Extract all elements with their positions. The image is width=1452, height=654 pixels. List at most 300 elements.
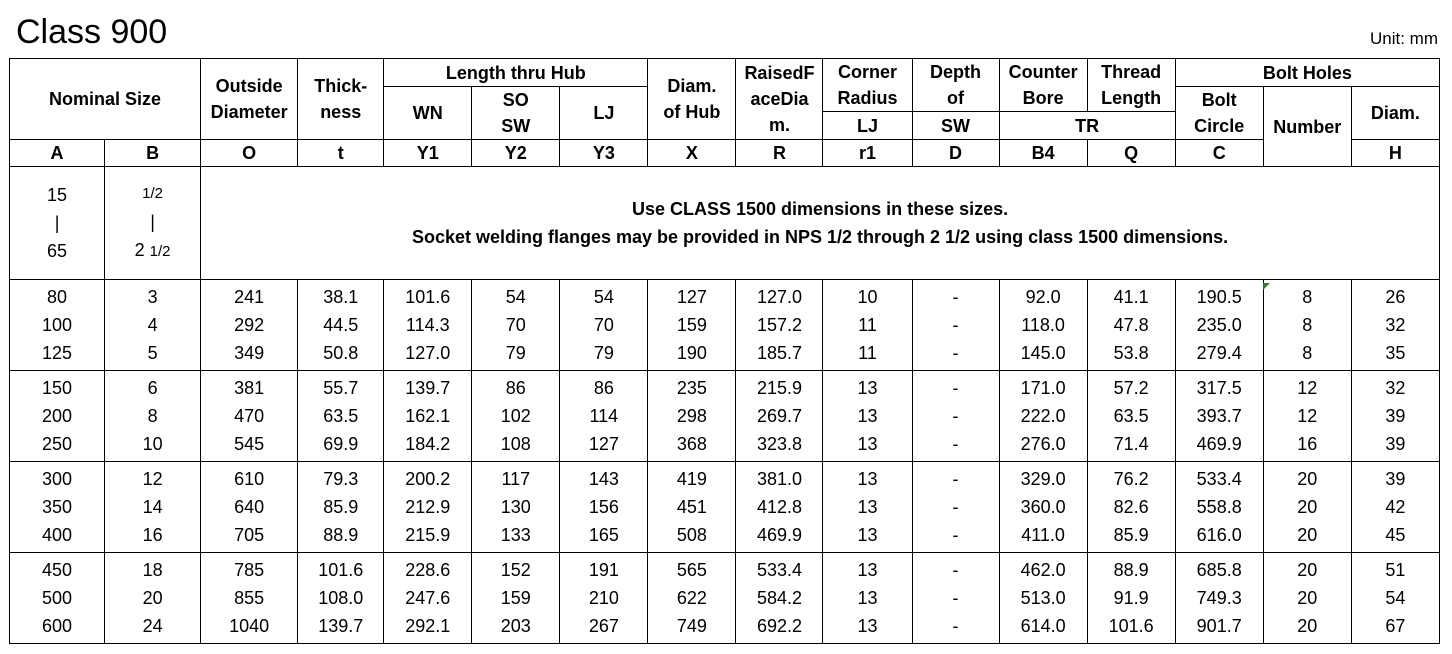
header-depth-sw: SW xyxy=(912,112,999,140)
table-cell: 469.9 xyxy=(756,525,802,545)
table-cell: 13 xyxy=(857,560,878,580)
header-lj: LJ xyxy=(560,87,648,140)
table-cell: 150 xyxy=(42,378,73,398)
symbol-b4: B4 xyxy=(999,140,1087,167)
table-cell: 393.7 xyxy=(1196,406,1242,426)
cell-x xyxy=(648,371,736,462)
table-cell: - xyxy=(952,434,959,454)
table-cell: 247.6 xyxy=(405,588,451,608)
table-cell: 470 xyxy=(234,406,265,426)
cell-d xyxy=(912,280,999,371)
cell-r xyxy=(736,553,823,644)
table-cell: 171.0 xyxy=(1020,378,1066,398)
cell-r xyxy=(736,371,823,462)
table-cell: 16 xyxy=(142,525,163,545)
table-cell: 108.0 xyxy=(318,588,364,608)
table-cell: 190.5 xyxy=(1196,287,1242,307)
table-cell: 10 xyxy=(142,434,163,454)
small-size-a-range: 15 | 65 xyxy=(10,167,105,280)
symbol-r: R xyxy=(736,140,823,167)
table-cell: 54 xyxy=(1385,588,1406,608)
table-cell: 41.1 xyxy=(1113,287,1149,307)
table-cell: 76.2 xyxy=(1113,469,1149,489)
table-cell: 785 xyxy=(234,560,265,580)
cell-b4 xyxy=(999,280,1087,371)
cell-o xyxy=(201,462,298,553)
table-cell: 162.1 xyxy=(405,406,451,426)
table-cell: 228.6 xyxy=(405,560,451,580)
cell-r xyxy=(736,280,823,371)
table-cell: - xyxy=(952,378,959,398)
cell-y2 xyxy=(472,553,560,644)
cell-x xyxy=(648,462,736,553)
table-cell: 13 xyxy=(857,497,878,517)
cell-a xyxy=(10,371,105,462)
table-cell: 349 xyxy=(234,343,265,363)
symbol-x: X xyxy=(648,140,736,167)
table-cell: 127 xyxy=(588,434,619,454)
table-cell: 300 xyxy=(42,469,73,489)
table-cell: 45 xyxy=(1385,525,1406,545)
table-cell: - xyxy=(952,560,959,580)
table-cell: 215.9 xyxy=(405,525,451,545)
table-cell: 39 xyxy=(1385,469,1406,489)
table-cell: 127.0 xyxy=(405,343,451,363)
table-cell: 610 xyxy=(234,469,265,489)
cell-comment-marker xyxy=(1263,283,1270,290)
cell-t xyxy=(298,280,384,371)
cell-r1 xyxy=(823,553,912,644)
cell-number xyxy=(1263,280,1351,371)
table-cell: 143 xyxy=(588,469,619,489)
header-nominal-size: Nominal Size xyxy=(10,59,201,140)
cell-b xyxy=(105,371,201,462)
table-cell: 139.7 xyxy=(405,378,451,398)
cell-t xyxy=(298,553,384,644)
table-cell: 20 xyxy=(1297,616,1318,636)
table-cell: 127 xyxy=(676,287,707,307)
table-cell: 210 xyxy=(588,588,619,608)
table-cell: 42 xyxy=(1385,497,1406,517)
table-cell: - xyxy=(952,588,959,608)
symbol-d: D xyxy=(912,140,999,167)
cell-y1 xyxy=(384,280,472,371)
table-cell: 24 xyxy=(142,616,163,636)
cell-t xyxy=(298,462,384,553)
table-cell: 13 xyxy=(857,588,878,608)
table-cell: 545 xyxy=(234,434,265,454)
table-cell: 400 xyxy=(42,525,73,545)
table-cell: - xyxy=(952,525,959,545)
cell-a xyxy=(10,553,105,644)
table-cell: 323.8 xyxy=(756,434,802,454)
table-cell: 63.5 xyxy=(1113,406,1149,426)
table-cell: 18 xyxy=(142,560,163,580)
table-cell: 212.9 xyxy=(405,497,451,517)
table-cell: 565 xyxy=(676,560,707,580)
table-cell: 57.2 xyxy=(1113,378,1149,398)
table-cell: 32 xyxy=(1385,378,1406,398)
table-cell: 185.7 xyxy=(756,343,802,363)
table-cell: 276.0 xyxy=(1020,434,1066,454)
table-cell: 513.0 xyxy=(1020,588,1066,608)
table-cell: 13 xyxy=(857,469,878,489)
header-corner-lj: LJ xyxy=(823,112,912,140)
cell-y2 xyxy=(472,462,560,553)
cell-x xyxy=(648,280,736,371)
cell-b xyxy=(105,553,201,644)
cell-q xyxy=(1087,553,1175,644)
table-cell: 69.9 xyxy=(323,434,359,454)
table-cell: 20 xyxy=(1297,588,1318,608)
small-size-b-range: 1/2 | 2 1/2 xyxy=(105,167,201,280)
symbol-row xyxy=(10,140,1440,167)
table-cell: - xyxy=(952,287,959,307)
table-cell: 101.6 xyxy=(318,560,364,580)
table-cell: 13 xyxy=(857,434,878,454)
table-cell: 292 xyxy=(234,315,265,335)
cell-c xyxy=(1175,280,1263,371)
table-cell: 419 xyxy=(676,469,707,489)
table-cell: 79.3 xyxy=(323,469,359,489)
table-cell: 54 xyxy=(505,287,526,307)
table-cell: 469.9 xyxy=(1196,434,1242,454)
cell-y2 xyxy=(472,280,560,371)
table-cell: 47.8 xyxy=(1113,315,1149,335)
cell-h xyxy=(1351,462,1439,553)
table-cell: 705 xyxy=(234,525,265,545)
table-cell: 86 xyxy=(505,378,526,398)
table-cell: 70 xyxy=(593,315,614,335)
table-cell: 200.2 xyxy=(405,469,451,489)
table-cell: 462.0 xyxy=(1020,560,1066,580)
table-cell: - xyxy=(952,343,959,363)
header-diam: Diam. xyxy=(1351,87,1439,140)
symbol-c: C xyxy=(1175,140,1263,167)
header-tr: TR xyxy=(999,112,1175,140)
table-cell: - xyxy=(952,497,959,517)
header-bolt-circle: Bolt Circle xyxy=(1175,87,1263,140)
table-cell: 67 xyxy=(1385,616,1406,636)
table-cell: 14 xyxy=(142,497,163,517)
cell-h xyxy=(1351,553,1439,644)
cell-c xyxy=(1175,553,1263,644)
table-cell: 412.8 xyxy=(756,497,802,517)
header-outside-diameter: Outside Diameter xyxy=(201,59,298,140)
symbol-q: Q xyxy=(1087,140,1175,167)
table-cell: 368 xyxy=(676,434,707,454)
note-line-2: Socket welding flanges may be provided in NPS 1/2 through 2 1/2 using class 1500 dimensions. xyxy=(411,227,1229,247)
table-cell: 269.7 xyxy=(756,406,802,426)
table-cell: 500 xyxy=(42,588,73,608)
header-thread-length: Thread Length xyxy=(1087,59,1175,112)
table-cell: - xyxy=(952,616,959,636)
cell-y3 xyxy=(560,553,648,644)
cell-b xyxy=(105,462,201,553)
cell-q xyxy=(1087,371,1175,462)
table-cell: 241 xyxy=(234,287,265,307)
table-cell: 85.9 xyxy=(323,497,359,517)
symbol-t: t xyxy=(298,140,384,167)
table-cell: 317.5 xyxy=(1196,378,1242,398)
cell-y1 xyxy=(384,371,472,462)
cell-o xyxy=(201,553,298,644)
page-title: Class 900 xyxy=(16,13,168,51)
table-row-group xyxy=(10,280,1440,371)
table-cell: 118.0 xyxy=(1021,315,1065,335)
table-cell: 360.0 xyxy=(1020,497,1066,517)
cell-y3 xyxy=(560,371,648,462)
table-cell: 159 xyxy=(676,315,707,335)
table-cell: 267 xyxy=(588,616,619,636)
table-cell: 3 xyxy=(147,287,158,307)
table-cell: 92.0 xyxy=(1025,287,1061,307)
table-cell: 533.4 xyxy=(1196,469,1242,489)
table-cell: 13 xyxy=(857,616,878,636)
table-cell: 44.5 xyxy=(323,315,359,335)
small-sizes-note xyxy=(201,167,1440,280)
header-number: Number xyxy=(1263,87,1351,167)
table-cell: 55.7 xyxy=(323,378,359,398)
cell-a xyxy=(10,462,105,553)
table-cell: 13 xyxy=(857,406,878,426)
table-row-group xyxy=(10,462,1440,553)
cell-number xyxy=(1263,462,1351,553)
table-cell: 117 xyxy=(501,469,531,489)
table-cell: 39 xyxy=(1385,434,1406,454)
table-cell: 86 xyxy=(593,378,614,398)
header-depth-of: Depth of xyxy=(912,59,999,112)
table-cell: 157.2 xyxy=(756,315,802,335)
header-wn: WN xyxy=(384,87,472,140)
table-cell: 139.7 xyxy=(318,616,364,636)
cell-r1 xyxy=(823,462,912,553)
table-cell: 558.8 xyxy=(1196,497,1242,517)
table-cell: 749.3 xyxy=(1196,588,1242,608)
table-cell: 39 xyxy=(1385,406,1406,426)
table-cell: 145.0 xyxy=(1020,343,1066,363)
cell-y1 xyxy=(384,462,472,553)
table-cell: 50.8 xyxy=(323,343,359,363)
table-cell: 38.1 xyxy=(323,287,359,307)
table-cell: 8 xyxy=(1302,315,1313,335)
table-cell: 20 xyxy=(1297,497,1318,517)
cell-y2 xyxy=(472,371,560,462)
table-cell: 12 xyxy=(142,469,163,489)
table-cell: 12 xyxy=(1297,406,1318,426)
table-cell: 451 xyxy=(676,497,707,517)
header-so-sw: SO SW xyxy=(472,87,560,140)
table-cell: 235.0 xyxy=(1196,315,1242,335)
table-cell: 5 xyxy=(147,343,158,363)
table-cell: - xyxy=(952,315,959,335)
table-cell: 13 xyxy=(857,525,878,545)
table-cell: 8 xyxy=(1302,343,1313,363)
small-sizes-section xyxy=(10,167,1440,280)
table-cell: 54 xyxy=(593,287,614,307)
table-cell: 749 xyxy=(676,616,707,636)
header-counter-bore: Counter Bore xyxy=(999,59,1087,112)
table-cell: 165 xyxy=(588,525,619,545)
symbol-h: H xyxy=(1351,140,1439,167)
table-cell: 130 xyxy=(500,497,531,517)
cell-y1 xyxy=(384,553,472,644)
cell-number xyxy=(1263,553,1351,644)
cell-x xyxy=(648,553,736,644)
table-cell: 114.3 xyxy=(405,315,450,335)
cell-y3 xyxy=(560,462,648,553)
symbol-y1: Y1 xyxy=(384,140,472,167)
table-cell: 222.0 xyxy=(1020,406,1066,426)
table-cell: 250 xyxy=(42,434,73,454)
table-cell: 584.2 xyxy=(756,588,802,608)
cell-h xyxy=(1351,371,1439,462)
table-cell: 533.4 xyxy=(756,560,802,580)
unit-label: Unit: mm xyxy=(1370,29,1438,48)
table-cell: - xyxy=(952,469,959,489)
cell-number xyxy=(1263,371,1351,462)
table-cell: 600 xyxy=(42,616,73,636)
table-cell: 203 xyxy=(500,616,531,636)
table-cell: 159 xyxy=(500,588,531,608)
header-diam-of-hub: Diam. of Hub xyxy=(648,59,736,140)
cell-q xyxy=(1087,462,1175,553)
table-cell: 640 xyxy=(234,497,265,517)
table-cell: 1040 xyxy=(229,616,270,636)
table-cell: 127.0 xyxy=(756,287,802,307)
symbol-o: O xyxy=(201,140,298,167)
table-cell: 855 xyxy=(234,588,265,608)
symbol-y3: Y3 xyxy=(560,140,648,167)
table-cell: 20 xyxy=(1297,469,1318,489)
symbol-y2: Y2 xyxy=(472,140,560,167)
table-cell: 79 xyxy=(505,343,526,363)
table-cell: 381.0 xyxy=(756,469,802,489)
dimensions-table xyxy=(9,58,1440,644)
table-cell: 101.6 xyxy=(405,287,451,307)
header-raised-face-diam: RaisedF aceDia m. xyxy=(736,59,823,140)
table-cell: 82.6 xyxy=(1113,497,1149,517)
table-cell: 156 xyxy=(588,497,619,517)
table-cell: 102 xyxy=(500,406,531,426)
table-cell: 91.9 xyxy=(1113,588,1149,608)
cell-o xyxy=(201,371,298,462)
table-cell: 88.9 xyxy=(323,525,359,545)
cell-c xyxy=(1175,462,1263,553)
table-cell: 614.0 xyxy=(1020,616,1066,636)
table-cell: 20 xyxy=(1297,560,1318,580)
symbol-b: B xyxy=(105,140,201,167)
table-cell: 279.4 xyxy=(1196,343,1242,363)
table-cell: 16 xyxy=(1297,434,1318,454)
table-cell: 381 xyxy=(234,378,265,398)
table-cell: 20 xyxy=(142,588,163,608)
cell-b4 xyxy=(999,371,1087,462)
table-cell: 80 xyxy=(47,287,68,307)
table-cell: 88.9 xyxy=(1113,560,1149,580)
table-cell: 114 xyxy=(589,406,619,426)
cell-r xyxy=(736,462,823,553)
cell-r1 xyxy=(823,280,912,371)
cell-d xyxy=(912,462,999,553)
table-cell: 71.4 xyxy=(1113,434,1149,454)
header-length-thru-hub: Length thru Hub xyxy=(384,59,648,87)
cell-d xyxy=(912,371,999,462)
cell-a xyxy=(10,280,105,371)
table-cell: 53.8 xyxy=(1113,343,1149,363)
table-cell: 616.0 xyxy=(1196,525,1242,545)
table-cell: 901.7 xyxy=(1196,616,1242,636)
table-cell: 692.2 xyxy=(756,616,802,636)
table-cell: 85.9 xyxy=(1113,525,1149,545)
table-cell: 235 xyxy=(676,378,707,398)
table-row-group xyxy=(10,371,1440,462)
cell-q xyxy=(1087,280,1175,371)
table-cell: 200 xyxy=(42,406,73,426)
table-row-group xyxy=(10,553,1440,644)
table-cell: 125 xyxy=(42,343,73,363)
header-thickness: Thick- ness xyxy=(298,59,384,140)
header-corner-radius: Corner Radius xyxy=(823,59,912,112)
table-cell: 101.6 xyxy=(1108,616,1154,636)
cell-y3 xyxy=(560,280,648,371)
table-cell: 6 xyxy=(147,378,158,398)
table-cell: 63.5 xyxy=(323,406,359,426)
cell-b xyxy=(105,280,201,371)
table-cell: 20 xyxy=(1297,525,1318,545)
table-cell: 35 xyxy=(1385,343,1406,363)
cell-t xyxy=(298,371,384,462)
table-cell: 70 xyxy=(505,315,526,335)
symbol-r1: r1 xyxy=(823,140,912,167)
table-cell: 51 xyxy=(1385,560,1406,580)
cell-b4 xyxy=(999,553,1087,644)
data-body xyxy=(10,280,1440,644)
table-cell: 79 xyxy=(593,343,614,363)
cell-b4 xyxy=(999,462,1087,553)
table-cell: 190 xyxy=(676,343,707,363)
table-cell: 215.9 xyxy=(756,378,802,398)
table-cell: 622 xyxy=(676,588,707,608)
table-cell: 152 xyxy=(500,560,531,580)
table-cell: 292.1 xyxy=(405,616,451,636)
table-cell: 8 xyxy=(147,406,158,426)
symbol-a: A xyxy=(10,140,105,167)
table-cell: 508 xyxy=(676,525,707,545)
table-cell: 11 xyxy=(858,315,877,335)
cell-h xyxy=(1351,280,1439,371)
table-cell: 4 xyxy=(147,315,158,335)
table-cell: 450 xyxy=(42,560,73,580)
table-cell: 298 xyxy=(676,406,707,426)
table-cell: 32 xyxy=(1385,315,1406,335)
table-cell: 133 xyxy=(500,525,531,545)
cell-r1 xyxy=(823,371,912,462)
cell-c xyxy=(1175,371,1263,462)
table-cell: 13 xyxy=(857,378,878,398)
table-cell: 685.8 xyxy=(1196,560,1242,580)
table-cell: - xyxy=(952,406,959,426)
table-cell: 108 xyxy=(500,434,531,454)
table-cell: 329.0 xyxy=(1020,469,1066,489)
table-cell: 8 xyxy=(1302,287,1313,307)
table-cell: 191 xyxy=(588,560,619,580)
table-cell: 26 xyxy=(1385,287,1406,307)
note-line-1: Use CLASS 1500 dimensions in these sizes. xyxy=(631,199,1009,219)
header-bolt-holes: Bolt Holes xyxy=(1175,59,1439,87)
table-cell: 10 xyxy=(857,287,878,307)
cell-d xyxy=(912,553,999,644)
